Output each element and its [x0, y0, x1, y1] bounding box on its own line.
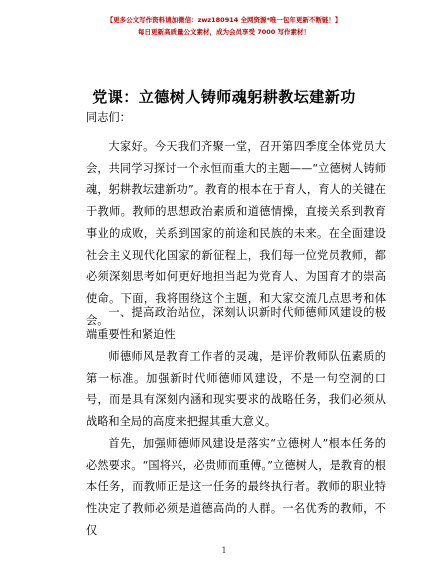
paragraph-first-point: 首先，加强师德师风建设是落实“立德树人”根本任务的必然要求。“国将兴，必贵师而重傅。”立德树人，是教育的根本任务，而教师正是这一任务的最终执行者。教师的职业特性决定了教师必须是道德高尚的人群。一名优秀的教师，不仅	[86, 437, 386, 537]
greeting: 同志们：	[86, 111, 131, 124]
section-heading-1: 一、提高政治站位，深刻认识新时代师德师风建设的极端重要性和紧迫性	[86, 306, 386, 341]
page-number: 1	[221, 546, 227, 555]
paragraph-teacher-ethics: 师德师风是教育工作者的灵魂，是评价教师队伍素质的第一标准。加强新时代师德师风建设，不是一句空洞的口号，而是具有深刻内涵和现实要求的战略任务，我们必须从战略和全局的高度来把握其重大意义。	[86, 350, 386, 429]
promo-banner-line-2: 每日更新高质量公文素材，成为会员享受 7000 写作素材！	[137, 28, 311, 36]
paragraph-intro: 大家好。今天我们齐聚一堂，召开第四季度全体党员大会，共同学习探讨一个永恒而重大的主题——“立德树人铸师魂，躬耕教坛建新功”。教育的根本在于育人，育人的关键在于教师。教师的思想政治素质和道德情操，直接关系到教育事业的成败，关系到国家的前途和民族的未来。在全面建设社会主义现代化国家的新征程上，我们每一位党员教师，都必须深刻思考如何更好地担当起为党育人、为国育才的崇高使命。下面，我将围绕这个主题，和大家交流几点思考和体会。	[86, 140, 386, 327]
promo-banner-line-1: 【更多公文写作资料请加微信：zwz180914 全网资源*唯一包年更新不断链！】	[106, 16, 342, 24]
document-title: 党课：立德树人铸师魂躬耕教坛建新功	[92, 88, 356, 106]
